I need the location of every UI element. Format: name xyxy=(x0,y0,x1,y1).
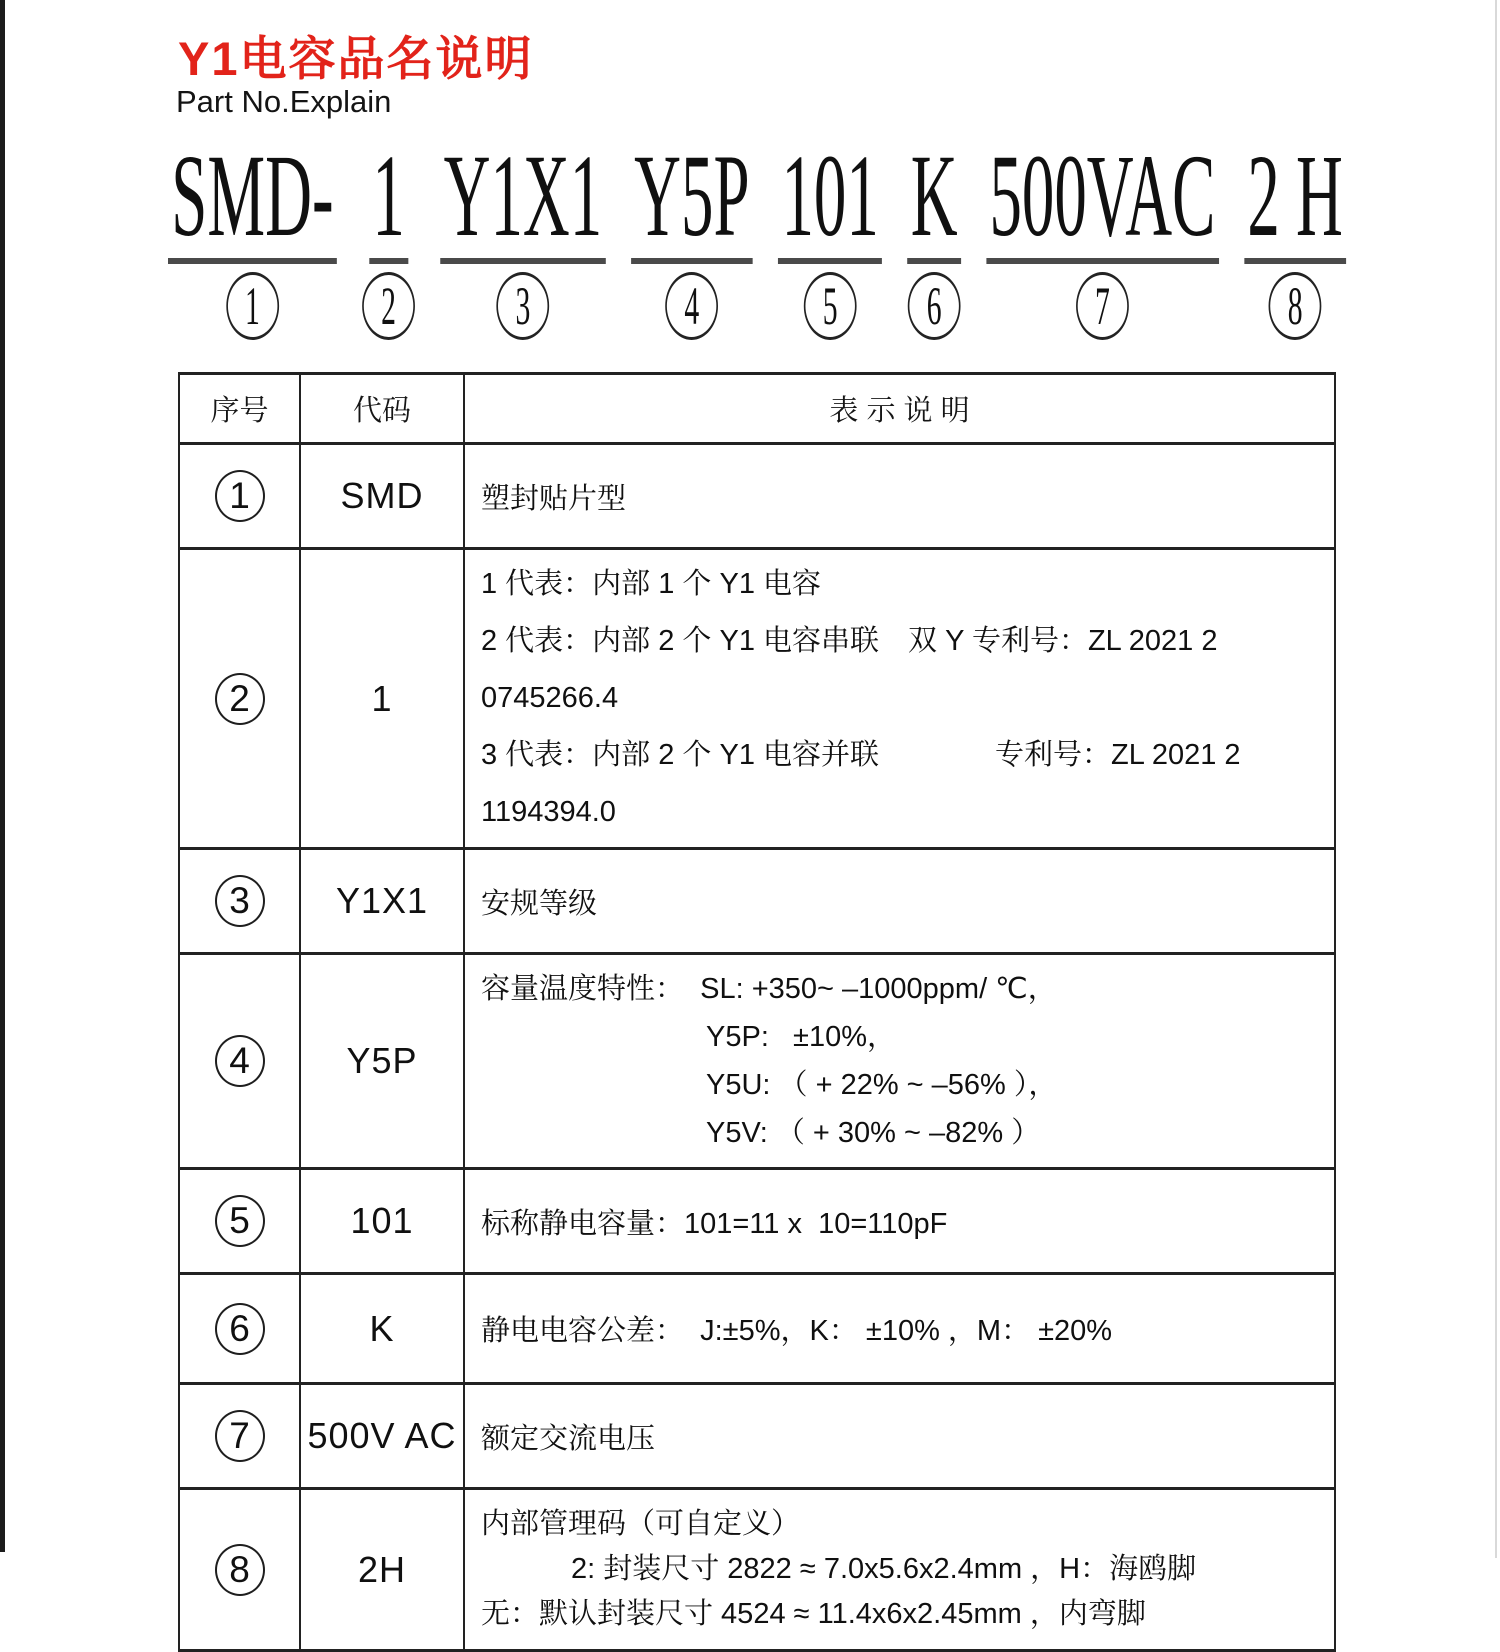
part-number-segment-text: 2 H xyxy=(1244,140,1346,264)
row-index: 5 xyxy=(229,1200,250,1241)
table-row xyxy=(179,1274,1335,1384)
part-number-segment xyxy=(778,130,882,340)
part-number-index-circle xyxy=(1269,272,1322,340)
row-index: 1 xyxy=(229,475,250,516)
desc-line: 2: 封装尺寸 2822 ≈ 7.0x5.6x2.4mm ，H：海鸥脚 xyxy=(571,1553,1197,1585)
page-subtitle: Part No.Explain xyxy=(176,84,392,119)
part-number-segment-text: SMD- xyxy=(168,140,337,264)
part-number xyxy=(168,130,1346,340)
part-number-index: 1 xyxy=(245,276,260,337)
desc-line: 1 代表：内部 1 个 Y1 电容 xyxy=(481,568,822,600)
part-number-table xyxy=(178,372,1336,1652)
row-code: Y1X1 xyxy=(300,849,464,954)
part-number-index: 3 xyxy=(515,276,531,337)
row-index-circle xyxy=(215,470,265,522)
part-number-index: 5 xyxy=(822,276,838,337)
desc-line: 塑封贴片型 xyxy=(481,482,627,515)
part-number-index: 4 xyxy=(684,276,700,337)
table-row xyxy=(179,1169,1335,1274)
table-header-row xyxy=(179,374,1335,444)
row-index-circle xyxy=(215,875,265,927)
part-number-index-circle xyxy=(908,272,961,340)
header-cell-no: 序号 xyxy=(179,374,300,444)
part-number-segment xyxy=(631,130,753,340)
table-row xyxy=(179,849,1335,954)
part-number-index: 8 xyxy=(1287,276,1303,337)
row-index: 4 xyxy=(229,1040,250,1081)
table-row xyxy=(179,1489,1335,1651)
row-index-circle xyxy=(215,1303,265,1355)
row-code: 500V AC xyxy=(300,1384,464,1489)
part-number-segment-text: 101 xyxy=(778,140,882,264)
part-number-index-circle xyxy=(1076,272,1129,340)
desc-line: 3 代表：内部 2 个 Y1 电容并联 专利号：ZL 2021 2 1194394.0 xyxy=(481,739,1257,828)
part-number-index-circle xyxy=(497,272,550,340)
desc-line: Y5U: （ + 22% ~ –56% ）， xyxy=(706,1069,1058,1101)
part-number-index-circle xyxy=(362,272,415,340)
table-row xyxy=(179,1384,1335,1489)
desc-line: 2 代表：内部 2 个 Y1 电容串联 双 Y 专利号：ZL 2021 2 0745266.4 xyxy=(481,625,1226,714)
desc-line: Y5V: （ + 30% ~ –82% ） xyxy=(706,1117,1041,1149)
desc-line: 标称静电容量：101=11 x 10=110pF xyxy=(481,1207,948,1240)
page-left-border xyxy=(0,0,5,1552)
row-index-circle xyxy=(215,1410,265,1462)
row-code: 1 xyxy=(300,549,464,849)
part-number-segment xyxy=(168,130,337,340)
table-row xyxy=(179,549,1335,849)
row-index: 2 xyxy=(229,677,250,719)
row-code: 2H xyxy=(300,1489,464,1651)
part-number-index: 6 xyxy=(926,276,942,337)
table-row xyxy=(179,444,1335,549)
row-code: K xyxy=(300,1274,464,1384)
page-title: Y1电容品名说明 xyxy=(178,32,534,85)
table-row xyxy=(179,954,1335,1169)
part-number-segment xyxy=(1244,130,1346,340)
row-index: 8 xyxy=(229,1548,250,1590)
part-number-index-circle xyxy=(665,272,718,340)
part-number-segment-text: 500VAC xyxy=(986,140,1219,264)
desc-line: 内部管理码（可自定义） xyxy=(481,1508,801,1540)
desc-line: 静电电容公差： J:±5%，K： ±10% ，M： ±20% xyxy=(481,1315,1113,1347)
header-cell-desc: 表 示 说 明 xyxy=(464,374,1335,444)
row-code: SMD xyxy=(300,444,464,549)
row-index-circle xyxy=(215,1035,265,1087)
part-number-index-circle xyxy=(226,272,279,340)
part-number-segment-text: Y5P xyxy=(631,140,753,264)
row-index: 6 xyxy=(229,1307,250,1349)
part-number-index-circle xyxy=(804,272,857,340)
header-cell-code: 代码 xyxy=(300,374,464,444)
part-number-index: 7 xyxy=(1095,276,1110,337)
part-number-segment-text: 1 xyxy=(369,140,408,264)
row-index-circle xyxy=(215,673,265,725)
row-index-circle xyxy=(215,1195,265,1247)
part-number-index: 2 xyxy=(381,276,397,337)
desc-line: 额定交流电压 xyxy=(481,1422,656,1455)
part-number-segment xyxy=(440,130,605,340)
desc-line: 无：默认封装尺寸 4524 ≈ 11.4x6x2.45mm ，内弯脚 xyxy=(481,1598,1146,1630)
part-number-segment-text: Y1X1 xyxy=(440,140,605,264)
row-index: 7 xyxy=(229,1415,250,1456)
row-code: 101 xyxy=(300,1169,464,1274)
row-index: 3 xyxy=(229,880,250,921)
desc-line: 安规等级 xyxy=(481,887,598,920)
desc-line: 容量温度特性： SL: +350~ –1000ppm/ ℃， xyxy=(481,973,1057,1005)
part-number-segment xyxy=(362,130,415,340)
page-right-edge-line xyxy=(1495,0,1497,1558)
part-number-segment-text: K xyxy=(907,140,960,264)
desc-line: Y5P: ±10%， xyxy=(706,1021,897,1053)
row-code: Y5P xyxy=(300,954,464,1169)
part-number-segment xyxy=(907,130,960,340)
part-number-segment xyxy=(986,130,1219,340)
row-index-circle xyxy=(215,1544,265,1596)
